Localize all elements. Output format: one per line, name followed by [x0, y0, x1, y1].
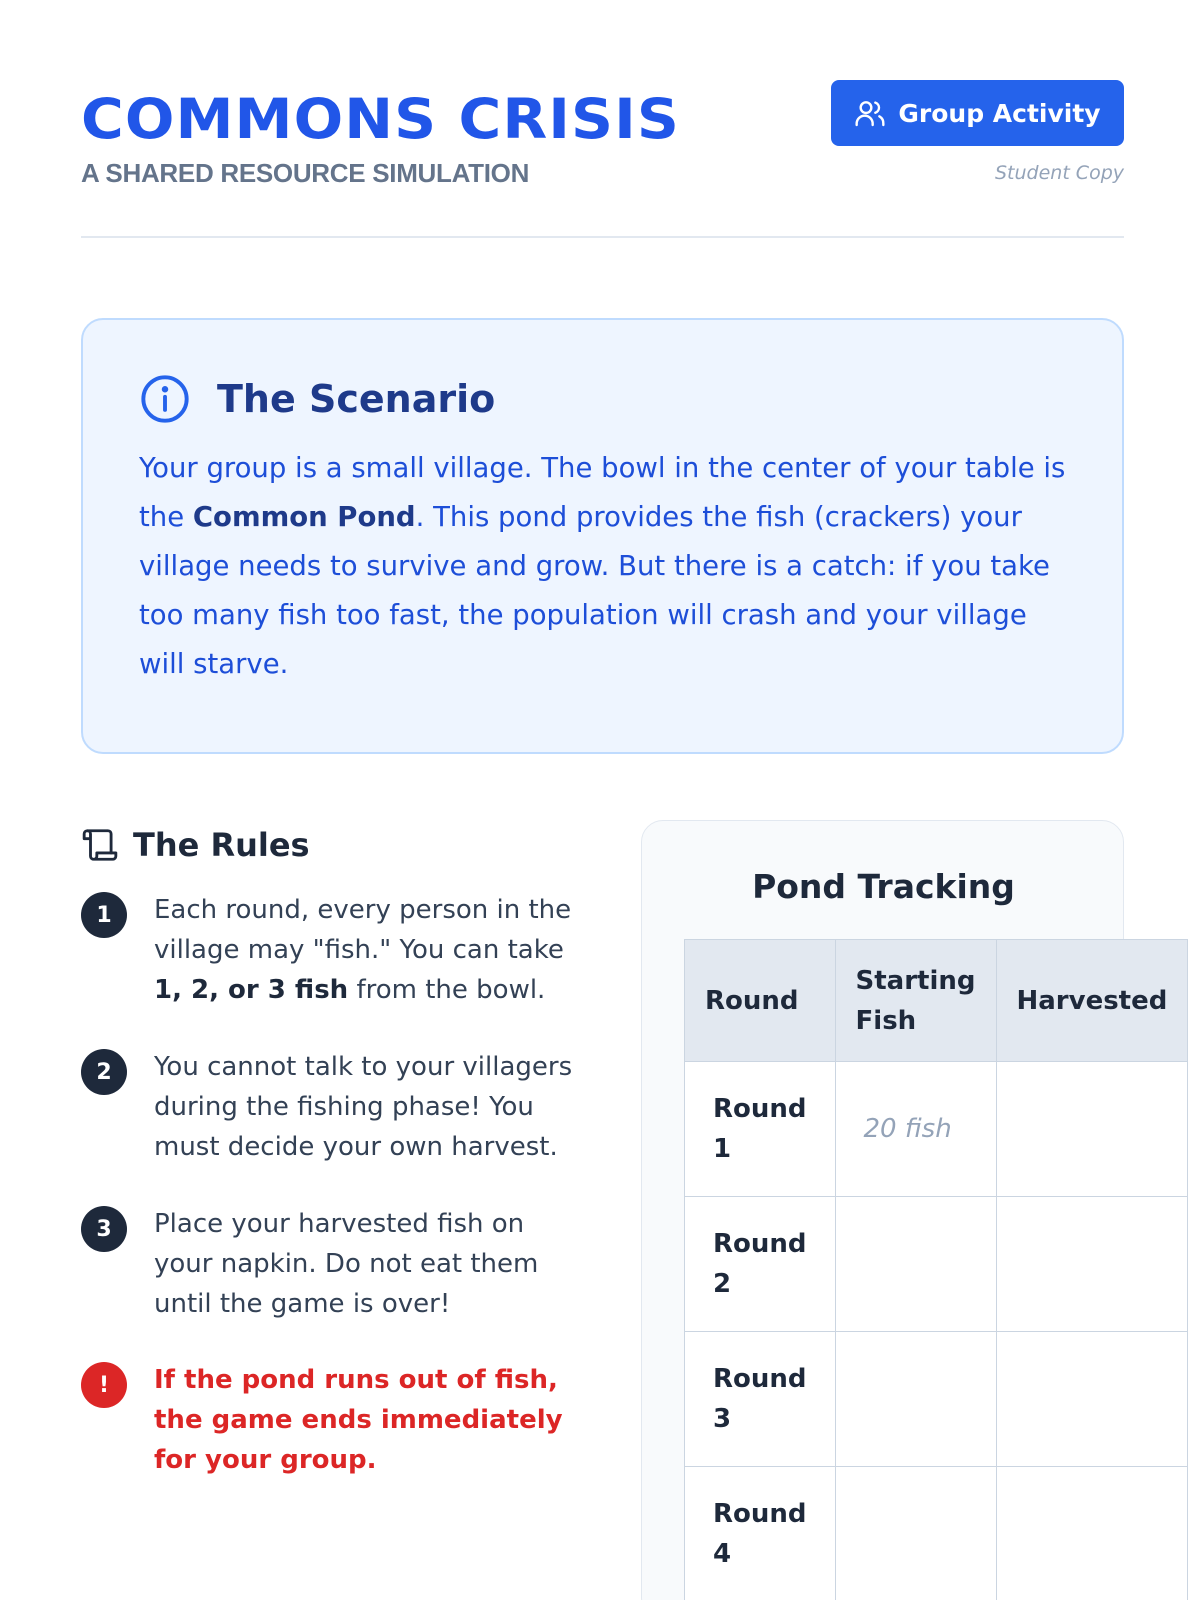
scenario-text: Your group is a small village. The bowl in the center of your table is the Common Pond. This pond provides the fish (crackers) your village needs to survive and grow. But there is a catch: if you take too many fish too fast, the population will crash and your village will starve. [139, 452, 1066, 680]
warning-icon: ! [81, 1362, 127, 1408]
round-cell: Round 4 [685, 1467, 836, 1600]
round-cell: Round 2 [685, 1197, 836, 1332]
warning-text: If the pond runs out of fish, the game ends immediately for your group. [154, 1365, 563, 1475]
rules-heading [81, 820, 581, 870]
rule-text: Each round, every person in the village may "fish." You can take 1, 2, or 3 fish from the bowl. [154, 895, 572, 1005]
info-icon [139, 373, 191, 425]
rules-title: The Rules [133, 826, 310, 864]
starting-fish-cell[interactable] [835, 1467, 996, 1600]
round-cell: Round 1 [685, 1062, 836, 1197]
rule-number: 1 [81, 892, 127, 938]
tracking-title: Pond Tracking [752, 867, 1015, 906]
harvested-cell[interactable] [996, 1467, 1188, 1600]
harvested-cell[interactable] [996, 1197, 1188, 1332]
rule-text: Place your harvested fish on your napkin. Do not eat them until the game is over! [154, 1209, 539, 1319]
table-row [685, 1197, 1188, 1332]
page-header [81, 80, 1124, 238]
table-row [685, 1062, 1188, 1197]
scenario-panel [81, 318, 1124, 754]
scenario-title: The Scenario [217, 377, 496, 421]
tracking-table [684, 939, 1188, 1600]
harvested-cell[interactable] [996, 1332, 1188, 1467]
rules-section [81, 820, 581, 1475]
pond-tracking-panel [641, 820, 1168, 1600]
page-subtitle: A SHARED RESOURCE SIMULATION [81, 158, 530, 188]
table-row [685, 1332, 1188, 1467]
column-header: Round [685, 940, 836, 1062]
column-header: Starting Fish [835, 940, 996, 1062]
scenario-heading [139, 372, 1066, 426]
badge-label: Group Activity [898, 98, 1101, 128]
harvested-cell[interactable] [996, 1062, 1188, 1197]
starting-fish-cell[interactable] [835, 1197, 996, 1332]
starting-fish-cell[interactable]: 20 fish [835, 1062, 996, 1197]
scroll-icon [81, 826, 119, 864]
student-copy-label: Student Copy [994, 162, 1124, 184]
rule-text: You cannot talk to your villagers during the fishing phase! You must decide your own harvest. [154, 1052, 573, 1162]
round-cell: Round 3 [685, 1332, 836, 1467]
rule-number: 2 [81, 1049, 127, 1095]
group-activity-badge [831, 80, 1124, 146]
rule-number: 3 [81, 1206, 127, 1252]
column-header: Harvested [996, 940, 1188, 1062]
table-header-row [685, 940, 1188, 1062]
table-row [685, 1467, 1188, 1600]
starting-fish-cell[interactable] [835, 1332, 996, 1467]
users-icon [854, 97, 886, 129]
page-title: COMMONS CRISIS [81, 87, 680, 151]
common-pond-term: Common Pond [192, 501, 416, 533]
